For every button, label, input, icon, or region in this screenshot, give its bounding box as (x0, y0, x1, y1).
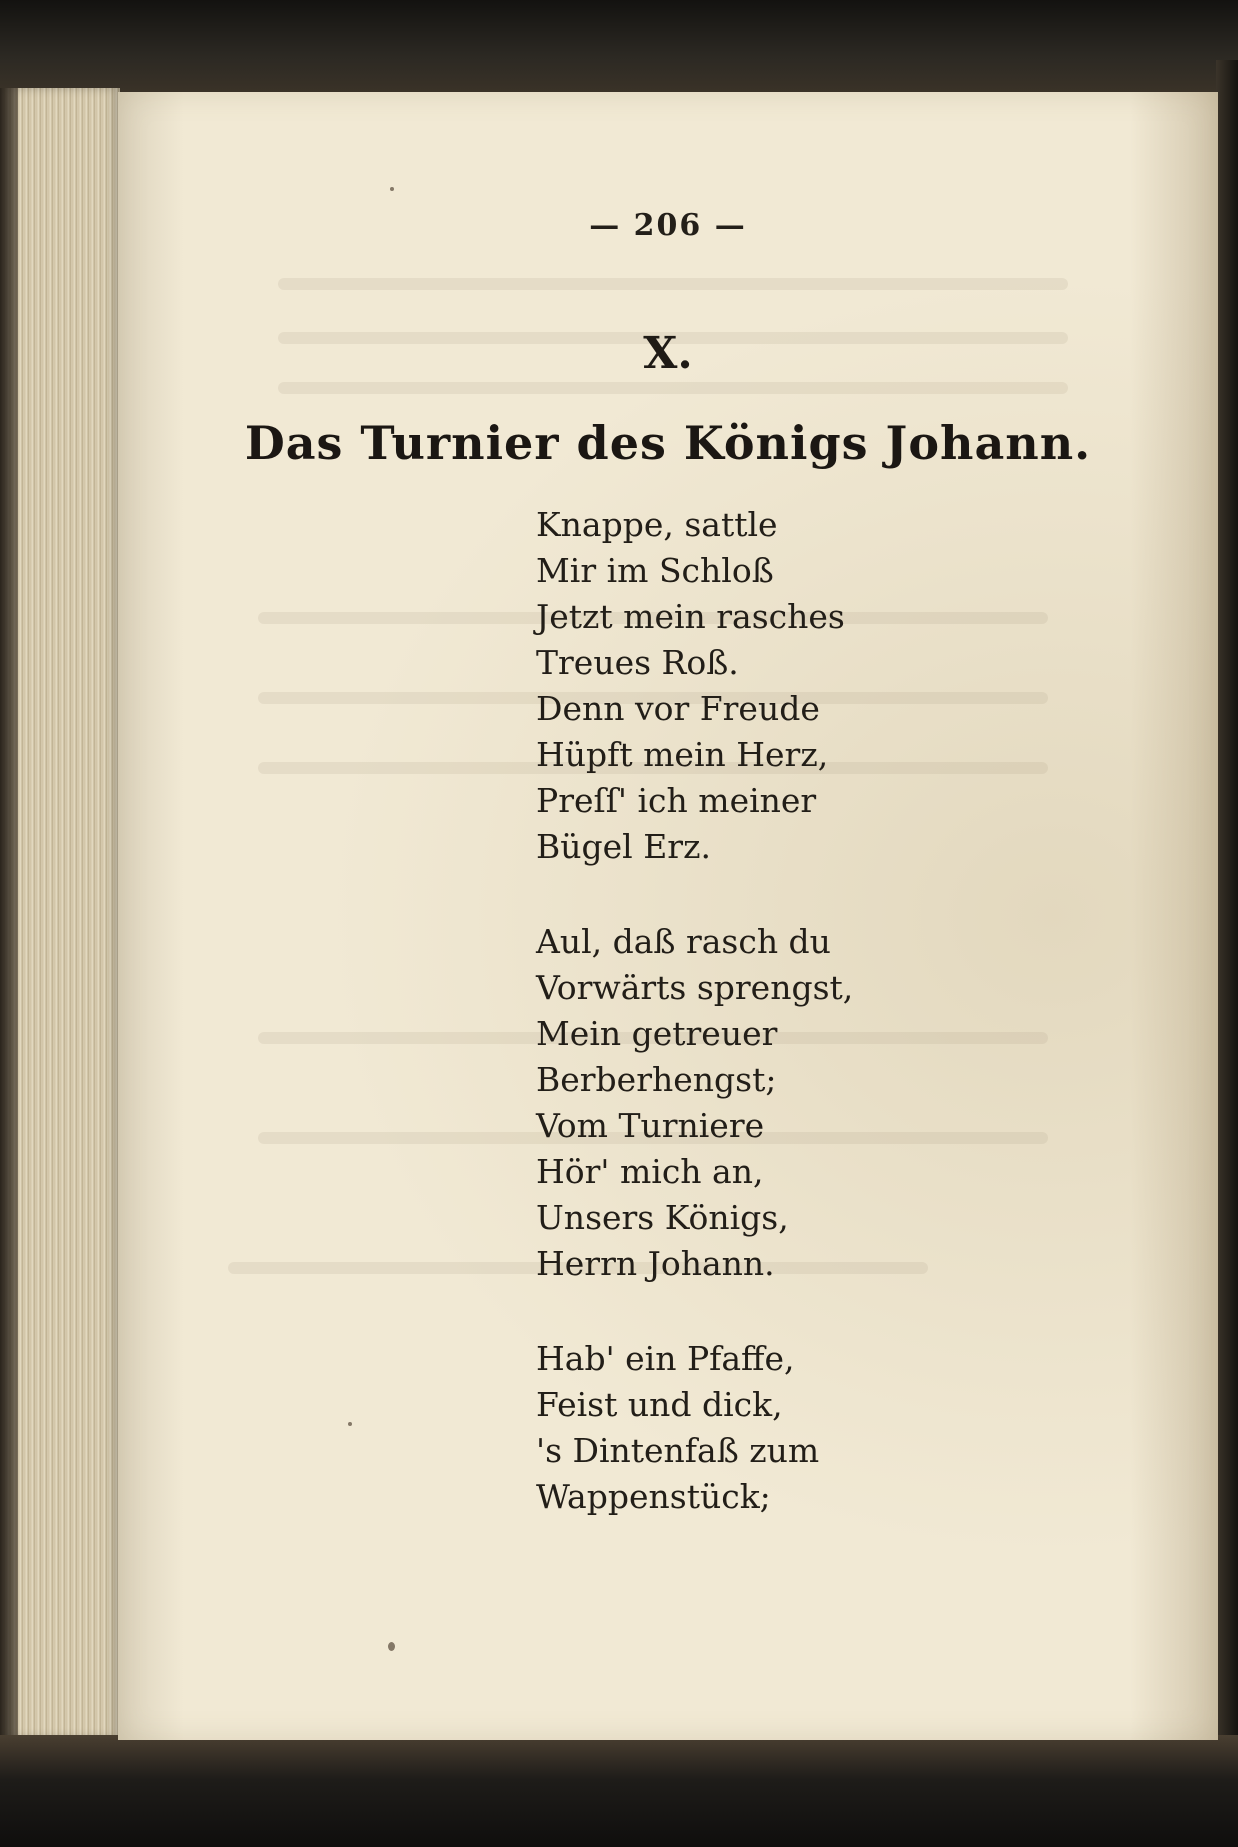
verse-line: Wappenstück; (536, 1477, 771, 1516)
verse-line: Jetzt mein rasches (536, 597, 845, 636)
verse-line: Knappe, sattle (536, 505, 778, 544)
book-cover-bottom (0, 1735, 1238, 1847)
verse-line: Hüpft mein Herz, (536, 735, 829, 774)
verse-line: Herrn Johann. (536, 1244, 775, 1283)
bleed-through (278, 278, 1068, 290)
verse-line: Preſſ' ich meiner (536, 781, 817, 820)
verse-line: Bügel Erz. (536, 827, 711, 866)
verse-line: 's Dintenfaß zum (536, 1431, 820, 1470)
verse-line: Aul, daß rasch du (536, 922, 831, 961)
paper-speck (390, 187, 394, 191)
paper-speck (388, 1642, 395, 1651)
verse-line: Feist und dick, (536, 1385, 783, 1424)
verse-line: Berberhengst; (536, 1060, 777, 1099)
verse-line: Vom Turniere (536, 1106, 765, 1145)
verse-line: Mir im Schloß (536, 551, 774, 590)
stanza-1 (536, 502, 845, 870)
verse-line: Hör' mich an, (536, 1152, 764, 1191)
paper-speck (348, 1422, 352, 1426)
chapter-numeral: X. (643, 328, 693, 379)
book-page (118, 92, 1218, 1740)
verse-line: Hab' ein Pfaffe, (536, 1339, 795, 1378)
verse-line: Denn vor Freude (536, 689, 820, 728)
verse-line: Treues Roß. (536, 643, 739, 682)
verse-line: Vorwärts sprengst, (536, 968, 854, 1007)
poem-title: Das Turnier des Königs Johann. (244, 416, 1092, 470)
page-number: — 206 — (589, 208, 747, 243)
page-content (118, 92, 1218, 1740)
book-cover-right (1216, 60, 1238, 1780)
verse-line: Mein getreuer (536, 1014, 778, 1053)
page-edges (0, 88, 120, 1738)
book-cover-top (0, 0, 1238, 95)
stanza-2 (536, 919, 853, 1287)
stanza-3 (536, 1336, 819, 1520)
bleed-through (278, 382, 1068, 394)
verse-line: Unsers Königs, (536, 1198, 789, 1237)
